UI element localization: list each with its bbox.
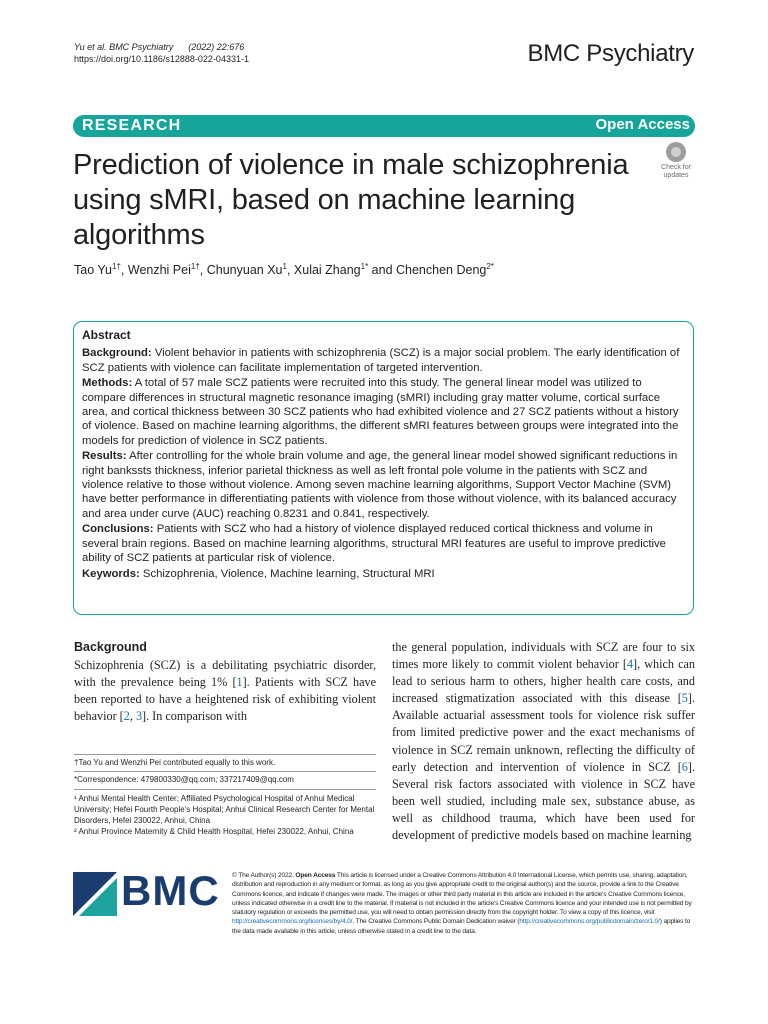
author-name: Wenzhi Pei bbox=[127, 263, 191, 278]
license-body: This article is licensed under a Creative Commons Attribution 4.0 International License, which permits use, sharing, adaptation, distribution and reproduction in any medium or format, as long as you give appropriate credit to the original author(s) and the source, provide a link to the Creative Commons licence, and indicate if changes were made. The images or other third party material in this article are included in the article's Creative Commons licence, unless indicated otherwise in a credit line to the material. If material is not included in the article's Creative Commons licence and your intended use is not permitted by statutory regulation or exceeds the permitted use, you will need to obtain permission directly from the copyright holder. To view a copy of this licence, visit bbox=[232, 872, 692, 917]
article-title: Prediction of violence in male schizophrenia using sMRI, based on machine learning algorithms bbox=[73, 149, 629, 251]
waiver-url-link[interactable]: http://creativecommons.org/publicdomain/zero/1.0/ bbox=[519, 918, 660, 926]
reference-link[interactable]: 3 bbox=[135, 709, 143, 724]
license-text bbox=[232, 871, 696, 936]
footnote-affiliation-2: ² Anhui Province Maternity & Child Health Hospital, Hefei 230022, Anhui, China bbox=[74, 827, 354, 836]
section-banner bbox=[73, 115, 695, 137]
reference-link[interactable]: 1 bbox=[236, 675, 243, 690]
abstract-text: A total of 57 male SCZ patients were recruited into this study. The general linear model was utilized to compare differences in structural magnetic resonance imaging (sMRI) including gray matter volume, cortical surface area, and cortical thickness between 30 SCZ patients who had exhibited violence and 27 SCZ patients without a history of violence. Based on machine learning algorithms, the different sMRI features between groups were integrated into the models for prediction of violence in SCZ patients. bbox=[82, 377, 679, 447]
abstract-label: Methods: bbox=[82, 377, 133, 390]
abstract-methods bbox=[82, 376, 685, 448]
author-name: Tao Yu bbox=[74, 263, 113, 278]
license-url-link[interactable]: http://creativecommons.org/licenses/by/4.0/ bbox=[232, 918, 353, 926]
open-access-label: Open Access bbox=[595, 116, 690, 133]
body-column-right bbox=[392, 639, 695, 844]
footnote-divider bbox=[74, 771, 376, 772]
body-text: ], which can lead to serious harm to others, higher health care costs, and increased stigmatization associated with this disease [ bbox=[392, 657, 695, 706]
author-affiliation: 1† bbox=[112, 262, 121, 271]
body-text: ]. In comparison with bbox=[142, 709, 247, 724]
abstract-box bbox=[73, 321, 694, 615]
author-list: Tao $Yu^{1\dagger}$, Wenzhi Pei$^{1\dagger}$, Chunyuan Xu$^1$, Xulai Zhang$^{1*}$ and Chenchen Deng$^{2*}$ bbox=[74, 262, 494, 278]
footnote-divider bbox=[74, 754, 376, 755]
publisher-logo bbox=[73, 867, 223, 914]
footnote-correspondence: *Correspondence: 479800330@qq.com; 337217409@qq.com bbox=[74, 775, 294, 784]
abstract-heading: Abstract bbox=[82, 328, 131, 342]
abstract-results bbox=[82, 449, 685, 521]
abstract-text: Patients with SCZ who had a history of violence displayed reduced cortical thickness and volume in several brain regions. Based on machine learning algorithms, structural MRI features are useful to improve predictive ability of SCZ patients at particular risk of violence. bbox=[82, 523, 666, 565]
abstract-text: After controlling for the whole brain volume and age, the general linear model showed significant reductions in right bankssts thickness, inferior parietal thickness as well as left frontal pole volume in the patients with SCZ and violence relative to those without violence. Among seven machine learning algorithms, Support Vector Machine (SVM) have better performance in differentiating patients with violence from those without violence, with its balanced accuracy and area under curve (AUC) reaching 0.8231 and 0.841, respectively. bbox=[82, 450, 678, 520]
doi-link[interactable]: https://doi.org/10.1186/s12888-022-04331-1 bbox=[74, 54, 249, 64]
body-text: Schizophrenia (SCZ) is a debilitating psychiatric disorder, with the prevalence being 1% [ bbox=[74, 658, 376, 690]
citation-authors: Yu et al. BMC Psychiatry bbox=[74, 42, 174, 52]
footnote-affiliation-1: ¹ Anhui Mental Health Center; Affiliated Psychological Hospital of Anhui Medical University; Hefei Fourth People's Hospital; Anhui Clinical Research Center for Mental Disorders, Hefei 230022, Anhui, China bbox=[74, 794, 375, 825]
check-updates-line1: Check for bbox=[661, 164, 691, 171]
publisher-logo-text: BMC bbox=[121, 867, 220, 914]
abstract-text: Schizophrenia, Violence, Machine learning, Structural MRI bbox=[142, 567, 435, 580]
abstract-background bbox=[82, 346, 685, 375]
author-affiliation: 1† bbox=[190, 262, 200, 271]
body-text: ]. Available actuarial assessment tools for violence risk suffer from limited predictive power and the exact mechanisms of violence in SCZ remain unknown, reflecting the difficulty of early detection and intervention of violence in SCZ [ bbox=[392, 691, 695, 774]
body-text: ]. Patients with SCZ have been reported to have a heightened risk of exhibiting violent behavior [ bbox=[74, 675, 376, 724]
reference-link[interactable]: 6 bbox=[681, 759, 688, 774]
license-open-access: Open Access bbox=[295, 872, 336, 879]
reference-link[interactable]: 2 bbox=[123, 709, 130, 724]
bmc-logo-icon bbox=[73, 872, 117, 916]
license-copyright: © The Author(s) 2022. bbox=[232, 872, 294, 879]
author-affiliation: 2* bbox=[486, 262, 494, 271]
author-affiliation: 1* bbox=[360, 262, 369, 271]
abstract-label: Background: bbox=[82, 347, 152, 360]
author-affiliation: 1 bbox=[282, 262, 287, 271]
abstract-text: Violent behavior in patients with schizophrenia (SCZ) is a major social problem. The early identification of SCZ patients with violence can facilitate implementation of targeted intervention. bbox=[82, 347, 680, 374]
check-for-updates-button[interactable] bbox=[655, 142, 697, 182]
author-name: Xulai Zhang bbox=[293, 263, 361, 278]
check-updates-icon bbox=[666, 142, 686, 162]
abstract-keywords bbox=[82, 567, 685, 581]
citation-year: (2022) 22:676 bbox=[188, 42, 245, 52]
check-updates-line2: updates bbox=[663, 172, 689, 179]
author-name: Chunyuan Xu bbox=[206, 263, 283, 278]
license-body: . The Creative Commons Public Domain Dedication waiver ( bbox=[352, 918, 520, 926]
reference-link[interactable]: 4 bbox=[626, 657, 634, 672]
reference-link[interactable]: 5 bbox=[681, 691, 688, 706]
body-text: ]. Several risk factors associated with violence in SCZ have been well studied, including male sex, substance abuse, as well as childhood trauma, which have been used for development of predictive models based on machine learning bbox=[392, 759, 695, 843]
abstract-label: Conclusions: bbox=[82, 523, 154, 536]
section-label: RESEARCH bbox=[82, 117, 182, 134]
abstract-conclusions bbox=[82, 522, 685, 565]
body-column-left: Background Schizophrenia (SCZ) is a debilitating psychiatric disorder, with the prevalence being 1% [1]. Patients with SCZ have been reported to have a heightened risk of exhibiting violent behavior [2, 3]. In comparison with bbox=[74, 640, 376, 724]
citation-block bbox=[74, 41, 249, 65]
body-text: the general population, individuals with SCZ are four to six times more likely to commit violent behavior [ bbox=[392, 640, 695, 672]
author-name: Chenchen Deng bbox=[396, 263, 487, 278]
footnote-equal-contribution: †Tao Yu and Wenzhi Pei contributed equally to this work. bbox=[74, 758, 276, 767]
abstract-label: Results: bbox=[82, 450, 127, 463]
abstract-label: Keywords: bbox=[82, 567, 140, 580]
journal-name: BMC Psychiatry bbox=[527, 40, 694, 67]
footnote-divider bbox=[74, 789, 376, 790]
section-heading: Background bbox=[74, 640, 147, 654]
license-body: ) applies to the data made available in this article, unless otherwise stated in a credit line to the data. bbox=[232, 918, 691, 935]
